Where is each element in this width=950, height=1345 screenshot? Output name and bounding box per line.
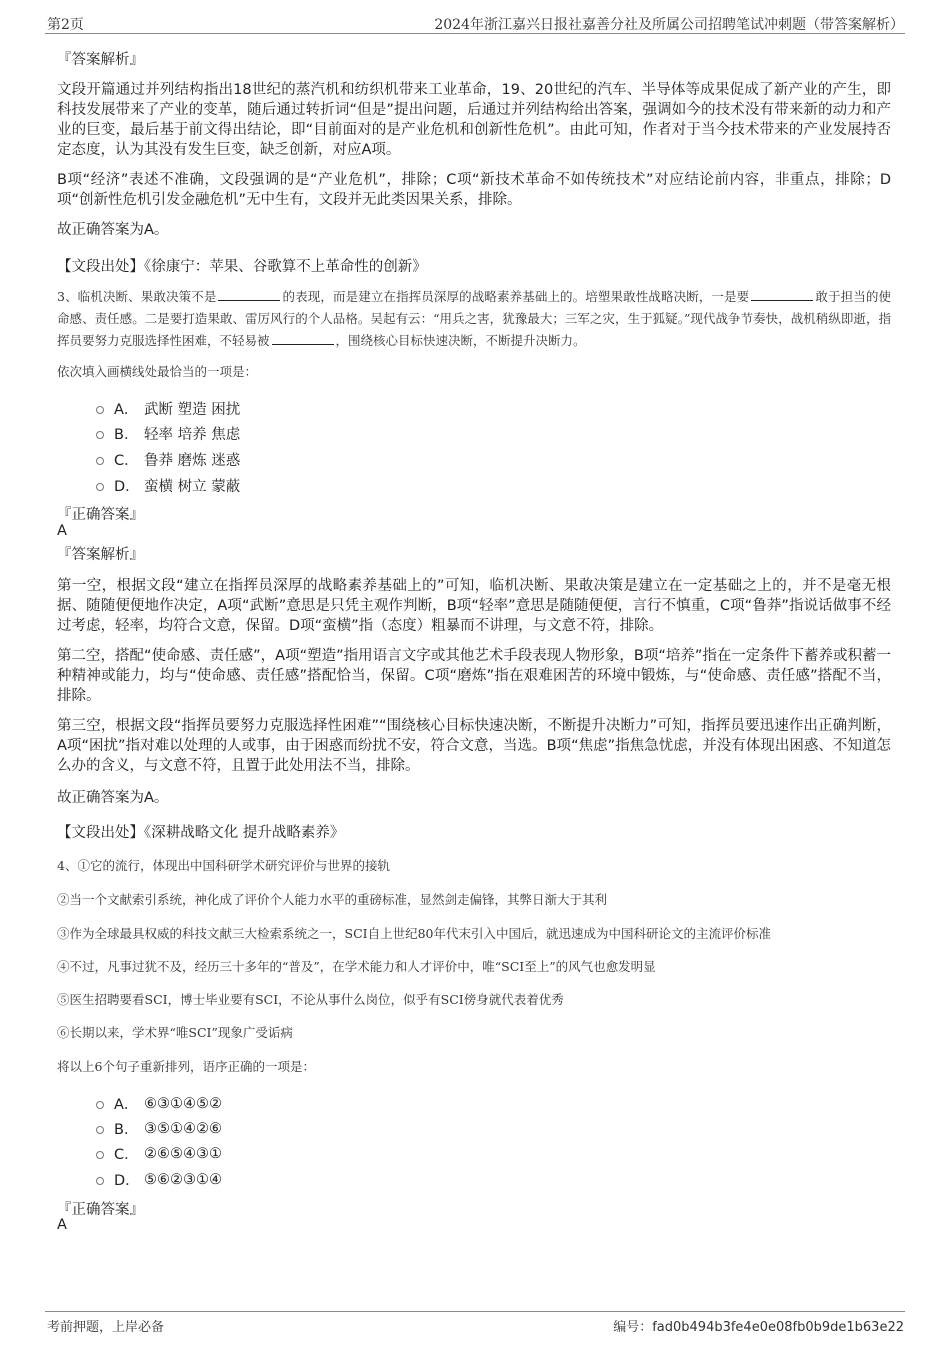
option-c[interactable]	[96, 1143, 222, 1164]
sentence-item: ②当一个文献索引系统，神化成了评价个人能力水平的重磅标准，显然剑走偏锋，其弊日渐大于其利	[57, 892, 608, 907]
stem-text: 敢于担当的使命感、责任感。二是要打造果敢、雷厉风行的个人品格。吴起有云：“用兵之害，犹豫最大；三军之灾，生于狐疑。”现代战争节奏快，战机稍纵即逝，指挥员要努力克服选择性困难，不轻易被	[57, 289, 891, 348]
correct-answer-label: 『正确答案』	[57, 1202, 144, 1218]
option-text: 蛮横 树立 蒙蔽	[144, 479, 241, 495]
stem-text: 的表现，而是建立在指挥员深厚的战略素养基础上的。培塑果敢性战略决断，一是要	[282, 289, 750, 304]
analysis-paragraph: 第三空，根据文段“指挥员要努力克服选择性困难”“围绕核心目标快速决断，不断提升决断力”可知，指挥员要迅速作出正确判断，A项“困扰”指对难以处理的人或事，由于困惑而纷扰不安，符合文意，当选。B项“焦虑”指焦急忧虑，并没有体现出困惑、不知道怎么办的含义，与文意不符，且置于此处用法不当，排除。	[57, 718, 891, 774]
footer-slogan: 考前押题，上岸必备	[47, 1320, 165, 1335]
radio-icon[interactable]	[96, 431, 104, 439]
option-letter: C．	[114, 1147, 139, 1163]
option-letter: C．	[114, 453, 139, 469]
radio-icon[interactable]	[96, 1177, 104, 1185]
question-prompt: 依次填入画横线处最恰当的一项是：	[57, 364, 258, 379]
option-text: ⑥③①④⑤②	[144, 1095, 222, 1112]
code-value: fad0b494b3fe4e0e08fb0b9de1b63e22	[652, 1320, 904, 1335]
correct-answer: A	[57, 1217, 67, 1233]
answer-conclusion: 故正确答案为A。	[57, 790, 169, 806]
option-b[interactable]	[96, 423, 240, 444]
stem-text: 3、临机决断、果敢决策不是	[57, 289, 217, 304]
correct-answer: A	[57, 523, 67, 539]
option-letter: D．	[114, 479, 140, 495]
radio-icon[interactable]	[96, 483, 104, 491]
analysis-paragraph: 文段开篇通过并列结构指出18世纪的蒸汽机和纺织机带来工业革命，19、20世纪的汽车、半导体等成果促成了新产业的产生，即科技发展带来了产业的变革，随后通过转折词“但是”提出问题，后通过并列结构给出答案，强调如今的技术没有带来新的动力和产业的巨变，最后基于前文得出结论，即“目前面对的是产业危机和创新性危机”。由此可知，作者对于当今技术带来的产业发展持否定态度，认为其没有发生巨变，缺乏创新，对应A项。	[57, 82, 891, 158]
question-stem	[57, 286, 891, 352]
passage-source: 【文段出处】《徐康宁：苹果、谷歌算不上革命性的创新》	[57, 259, 427, 275]
option-a[interactable]	[96, 398, 240, 419]
sentence-item: 4、①它的流行，体现出中国科研学术研究评价与世界的接轨	[57, 858, 390, 873]
analysis-label: 『答案解析』	[57, 52, 144, 68]
option-a[interactable]	[96, 1093, 222, 1114]
footer-divider	[45, 1311, 905, 1312]
passage-source: 【文段出处】《深耕战略文化 提升战略素养》	[57, 825, 345, 841]
fill-blank	[218, 288, 280, 301]
radio-icon[interactable]	[96, 1151, 104, 1159]
header-divider	[45, 33, 905, 34]
stem-text: ，围绕核心目标快速决断，不断提升决断力。	[335, 333, 586, 348]
page-number: 第2页	[47, 17, 84, 33]
option-text: 鲁莽 磨炼 迷惑	[144, 453, 241, 469]
radio-icon[interactable]	[96, 457, 104, 465]
analysis-label: 『答案解析』	[57, 547, 144, 563]
option-text: ⑤⑥②③①④	[144, 1171, 222, 1188]
option-text: ②⑥⑤④③①	[144, 1145, 222, 1162]
code-label: 编号：	[613, 1320, 653, 1335]
analysis-paragraph: 第一空，根据文段“建立在指挥员深厚的战略素养基础上的”可知，临机决断、果敢决策是建立在一定基础之上的，并不是毫无根据、随随便便地作决定，A项“武断”意思是只凭主观作判断，B项“轻率”意思是随随便便，言行不慎重，C项“鲁莽”指说话做事不经过考虑，轻率，均符合文意，保留。D项“蛮横”指（态度）粗暴而不讲理，与文意不符，排除。	[57, 578, 891, 634]
fill-blank	[272, 332, 334, 345]
radio-icon[interactable]	[96, 1101, 104, 1109]
option-letter: B．	[114, 1122, 139, 1138]
answer-conclusion: 故正确答案为A。	[57, 222, 169, 238]
radio-icon[interactable]	[96, 406, 104, 414]
sentence-item: ⑥长期以来，学术界“唯SCI”现象广受诟病	[57, 1025, 293, 1040]
option-letter: D．	[114, 1173, 140, 1189]
document-title: 2024年浙江嘉兴日报社嘉善分社及所属公司招聘笔试冲刺题（带答案解析）	[434, 17, 904, 33]
option-text: ③⑤①④②⑥	[144, 1120, 222, 1137]
document-code	[613, 1316, 904, 1335]
option-d[interactable]	[96, 475, 240, 496]
sentence-item: ⑤医生招聘要看SCI，博士毕业要有SCI，不论从事什么岗位，似乎有SCI傍身就代表着优秀	[57, 992, 564, 1007]
option-letter: A．	[114, 1097, 139, 1113]
option-letter: A．	[114, 402, 139, 418]
sentence-item: ④不过，凡事过犹不及，经历三十多年的“普及”，在学术能力和人才评价中，唯“SCI至上”的风气也愈发明显	[57, 959, 656, 974]
option-letter: B．	[114, 427, 139, 443]
radio-icon[interactable]	[96, 1126, 104, 1134]
option-b[interactable]	[96, 1118, 222, 1139]
correct-answer-label: 『正确答案』	[57, 507, 144, 523]
analysis-paragraph: B项“经济”表述不准确，文段强调的是“产业危机”，排除；C项“新技术革命不如传统技术”对应结论前内容，非重点，排除；D项“创新性危机引发金融危机”无中生有，文段并无此类因果关系，排除。	[57, 172, 891, 208]
option-c[interactable]	[96, 449, 240, 470]
option-text: 轻率 培养 焦虑	[144, 427, 241, 443]
analysis-paragraph: 第二空，搭配“使命感、责任感”，A项“塑造”指用语言文字或其他艺术手段表现人物形象，B项“培养”指在一定条件下蓄养或积蓄一种精神或能力，均与“使命感、责任感”搭配恰当，保留。C项“磨炼”指在艰难困苦的环境中锻炼，与“使命感、责任感”搭配不当，排除。	[57, 648, 891, 704]
option-d[interactable]	[96, 1169, 222, 1190]
question-prompt: 将以上6个句子重新排列，语序正确的一项是：	[57, 1059, 315, 1074]
fill-blank	[751, 288, 813, 301]
option-text: 武断 塑造 困扰	[144, 402, 241, 418]
sentence-item: ③作为全球最具权威的科技文献三大检索系统之一，SCI自上世纪80年代末引入中国后，就迅速成为中国科研论文的主流评价标准	[57, 926, 771, 941]
